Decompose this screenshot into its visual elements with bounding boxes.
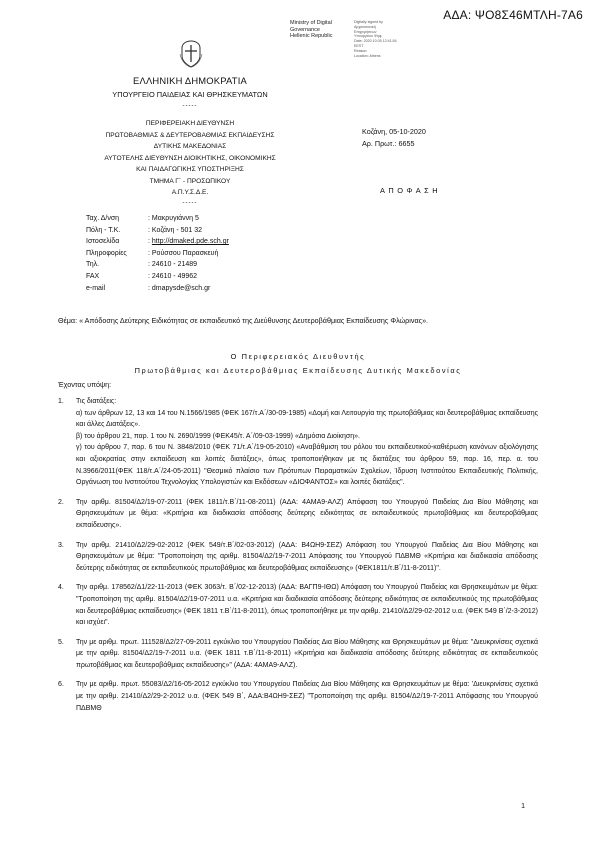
protocol-number: Αρ. Πρωτ.: 6655 bbox=[362, 139, 415, 148]
website-link[interactable]: http://dmaked.pde.sch.gr bbox=[151, 238, 229, 246]
signature-line: Hellenic Republic bbox=[290, 33, 333, 39]
directorate-line: ΠΕΡΙΦΕΡΕΙΑΚΗ ΔΙΕΥΘΥΝΣΗ bbox=[145, 120, 235, 127]
item-text: Την με αριθμ. πρωτ. 55083/Δ2/16-05-2012 εγκύκλιο του Υπουργείου Παιδείας Δια Βίου Μάθησης και Θρησκευμάτων με θέμα: 'Διευκρινίσεις σχετικά με την αριθμ. 21410/Δ2/29-2-2012 υ.α. (ΦΕΚ 549 Β΄, ΑΔΑ:Β4ΩΗ9-ΣΕΖ) "Τροποποίηση της αριθμ. 81504/Δ2/19-7-2011 Απόφασης του Υπουργού ΠΔΒΜΘ bbox=[76, 681, 538, 712]
item-number: 6. bbox=[58, 681, 64, 689]
item-text: Την αριθμ. 21410/Δ2/29-02-2012 (ΦΕΚ 549/τ.Β΄/02-03-2012) (ΑΔΑ: Β4ΩΗ9-ΣΕΖ) Απόφαση του Υπουργού Παιδείας Δια Βίου Μάθησης και Θρησκευμάτων με θέμα: "Τροποποίηση της αριθμ. 81504/Δ2/19-7-2011 Απόφασης του Υπουργού ΠΔΒΜΘ «Κριτήρια και διαδικασία απόδοσης δεύτερης ειδικότητας σε εκπαιδευτικούς πρωτοβάθμιας και δευτεροβάθμιας εκπαίδευσης» (ΦΕΚ1811/τ.Β΄/11-8-2011)". bbox=[76, 541, 538, 572]
list-item bbox=[58, 540, 538, 575]
item-text: Την αριθμ. 178562/Δ1/22-11-2013 (ΦΕΚ 3063/τ. Β΄/02-12-2013) (ΑΔΑ: ΒΑΓΠ9-ΙΘΩ) Απόφαση του Υπουργού Παιδείας και Θρησκευμάτων με θέμα: "Τροποποίηση της αριθμ. 81504/Δ2/19-07-2011 υ.α. «Κριτήρια και διαδικασία απόδοσης δεύτερης ειδικότητας σε εκπαιδευτικούς της πρωτοβάθμιας και δευτεροβάθμιας εκπαίδευσης» (ΦΕΚ 1811 τ.Β΄/11-8-2011), όπως τροποποιήθηκε με την αριθμ. 21410/Δ2/29-02-2012 υ.α. (ΦΕΚ 549 Β΄/2-3-2012) και ισχύει". bbox=[76, 584, 538, 627]
contact-row bbox=[86, 259, 229, 271]
signature-detail: Αρχιτεκτονική bbox=[354, 24, 376, 29]
contact-row bbox=[86, 271, 229, 283]
subject-line: Θέμα: « Απόδοσης Δεύτερης Ειδικότητας σε εκπαιδευτικό της Διεύθυνσης Δευτεροβάθμιας Εκπαίδευσης Φλώρινας». bbox=[58, 316, 429, 325]
list-item bbox=[58, 582, 538, 628]
contact-value: : Μακρυγιάννη 5 bbox=[148, 215, 199, 222]
contact-key: Πληροφορίες bbox=[86, 249, 127, 257]
digital-signature-label bbox=[290, 20, 350, 40]
considerations-list bbox=[58, 396, 538, 722]
item-number: 2. bbox=[58, 498, 64, 506]
item-number: 3. bbox=[58, 541, 64, 549]
contact-details bbox=[86, 213, 229, 294]
directorate-line: ΑΥΤΟΤΕΛΗΣ ΔΙΕΥΘΥΝΣΗ ΔΙΟΙΚΗΤΙΚΗΣ, ΟΙΚΟΝΟΜΙΚΗΣ bbox=[104, 154, 276, 162]
document-date: Κοζάνη, 05-10-2020 bbox=[362, 127, 426, 136]
signature-detail: Date: 2020.10.05 12:41:54 bbox=[354, 39, 397, 44]
greek-emblem-icon bbox=[179, 40, 203, 68]
separator-dash: ----- bbox=[182, 103, 198, 109]
considering-label: Έχοντας υπόψη: bbox=[58, 380, 112, 389]
contact-value: : 24610 - 49962 bbox=[148, 272, 198, 280]
list-item bbox=[58, 679, 538, 714]
directorate-line: ΠΡΩΤΟΒΑΘΜΙΑΣ & ΔΕΥΤΕΡΟΒΑΘΜΙΑΣ ΕΚΠΑΙΔΕΥΣΗΣ bbox=[105, 131, 275, 139]
directorate-line: ΚΑΙ ΠΑΙΔΑΓΩΓΙΚΗΣ ΥΠΟΣΤΗΡΙΞΗΣ bbox=[136, 166, 244, 173]
contact-value bbox=[148, 236, 229, 248]
separator-dash: ----- bbox=[182, 200, 198, 206]
signature-detail: Υπουργείου Ψηφ. bbox=[354, 34, 383, 39]
item-text: α) των άρθρων 12, 13 και 14 του Ν.1566/1985 (ΦΕΚ 167/τ.Α΄/30-09-1985) «Δομή και Λειτουργία της πρωτοβάθμιας και δευτεροβάθμιας εκπαίδευσης και άλλες Διατάξεις». bbox=[76, 409, 538, 429]
list-item bbox=[58, 497, 538, 532]
contact-row bbox=[86, 213, 229, 225]
directorate-line: Α.Π.Υ.Σ.Δ.Ε. bbox=[171, 189, 209, 196]
republic-title: ΕΛΛΗΝΙΚΗ ΔΗΜΟΚΡΑΤΙΑ bbox=[133, 75, 247, 86]
signature-detail: Reason: bbox=[354, 48, 368, 53]
item-text: Την αριθμ. 81504/Δ2/19-07-2011 (ΦΕΚ 1811/τ.Β΄/11-08-2011) (ΑΔΑ: 4ΑΜΑ9-ΑΛΖ) Απόφαση του Υπουργού Παιδείας Δια Βίου Μάθησης και Θρησκευμάτων με θέμα: «Κριτήρια και διαδικασία απόδοσης δεύτερης ειδικότητας σε εκπαιδευτικούς πρωτοβάθμιας και δευτεροβάθμιας εκπαίδευσης». bbox=[76, 498, 538, 529]
contact-value: : Κοζάνη - 501 32 bbox=[148, 226, 203, 234]
contact-row bbox=[86, 283, 229, 295]
digital-signature-details bbox=[354, 20, 424, 58]
contact-value: : 24610 - 21489 bbox=[148, 261, 198, 269]
item-text: Την με αριθμ. πρωτ. 111528/Δ2/27-09-2011 εγκύκλιο του Υπουργείου Παιδείας Δια Βίου Μάθησης και Θρησκευμάτων με θέμα: "Διευκρινίσεις σχετικά με την αριθμ. 81504/Δ2/19-7-2011 υ.α. (ΦΕΚ 1811 τ.Β΄/11-8-2011) «Κριτήρια και διαδικασία απόδοσης δεύτερης ειδικότητας σε εκπαιδευτικούς πρωτοβάθμιας και δευτεροβάθμιας εκπαίδευσης»" (ΑΔΑ: 4ΑΜΑ9-ΑΛΖ). bbox=[76, 638, 538, 669]
list-item bbox=[58, 396, 538, 489]
signature-line: Ministry of Digital bbox=[290, 20, 332, 26]
contact-key: e-mail bbox=[86, 284, 106, 292]
contact-key: Τηλ. bbox=[86, 261, 100, 269]
list-item bbox=[58, 637, 538, 672]
directorate-line: ΔΥΤΙΚΗΣ ΜΑΚΕΔΟΝΙΑΣ bbox=[153, 143, 227, 150]
website-prefix: : bbox=[148, 238, 152, 246]
contact-key: Πόλη - Τ.Κ. bbox=[86, 226, 121, 234]
ada-code: ΑΔΑ: ΨΟ8Σ46ΜΤΛΗ-7Α6 bbox=[443, 8, 583, 22]
region-heading: Πρωτοβάθμιας και Δευτεροβάθμιας Εκπαίδευσης Δυτικής Μακεδονίας bbox=[134, 366, 462, 375]
item-text: β) του άρθρου 21, παρ. 1 του Ν. 2690/1999 (ΦΕΚ45/τ. Α΄/09-03-1999) «Δημόσια Διοίκηση». bbox=[76, 432, 360, 440]
page-number: 1 bbox=[521, 803, 525, 810]
decision-title: ΑΠΟΦΑΣΗ bbox=[380, 186, 442, 195]
item-text: Τις διατάξεις: bbox=[76, 398, 117, 405]
contact-value: : Ρούσσου Παρασκευή bbox=[148, 249, 219, 257]
contact-key: Ταχ. Δ/νση bbox=[86, 215, 120, 222]
contact-row bbox=[86, 225, 229, 237]
ministry-title: ΥΠΟΥΡΓΕΙΟ ΠΑΙΔΕΙΑΣ ΚΑΙ ΘΡΗΣΚΕΥΜΑΤΩΝ bbox=[112, 90, 268, 99]
signature-detail: EEST bbox=[354, 43, 364, 48]
item-text: γ) του άρθρου 7, παρ. 6 του Ν. 3848/2010 (ΦΕΚ 71/τ.Α΄/19-05-2010) «Αναβάθμιση του ρόλου του εκπαιδευτικού-καθιέρωση κανόνων αξιολόγησης και αξιοκρατίας στην εκπαίδευση και λοιπές διατάξεις», όπως τροποποιήθηκαν με τις διατάξεις του άρθρου 59, παρ. 16, περ. α. του Ν.3966/2011(ΦΕΚ 118/τ.Α΄/24-05-2011) "Θεσμικό πλαίσιο των Πρότυπων Πειραματικών Σχολείων, Ίδρυση Ινστιτούτου Εκπαιδευτικής Πολιτικής, Οργάνωση του Ινστιτούτου Τεχνολογίας Υπολογιστών και Εκδόσεων «ΔΙΟΦΑΝΤΟΣ» και λοιπές διατάξεις". bbox=[76, 444, 538, 487]
contact-key: FAX bbox=[86, 272, 100, 280]
item-number: 5. bbox=[58, 638, 64, 646]
contact-key: Ιστοσελίδα bbox=[86, 238, 120, 246]
item-number: 4. bbox=[58, 584, 64, 592]
directorate-block bbox=[90, 118, 290, 199]
contact-value: : dmapysde@sch.gr bbox=[148, 284, 211, 292]
contact-row bbox=[86, 248, 229, 260]
item-number: 1. bbox=[58, 398, 64, 405]
signature-line: Governance bbox=[290, 26, 320, 33]
directorate-line: ΤΜΗΜΑ Γ΄ - ΠΡΟΣΩΠΙΚΟΥ bbox=[149, 177, 231, 185]
signature-detail: Επιχειρήσεων bbox=[354, 29, 377, 34]
director-heading: Ο Περιφερειακός Διευθυντής bbox=[230, 352, 366, 361]
date-block bbox=[362, 126, 426, 150]
signature-detail: Digitally signed by bbox=[354, 20, 383, 24]
contact-row bbox=[86, 236, 229, 248]
signature-detail: Location: Athens bbox=[354, 53, 381, 58]
